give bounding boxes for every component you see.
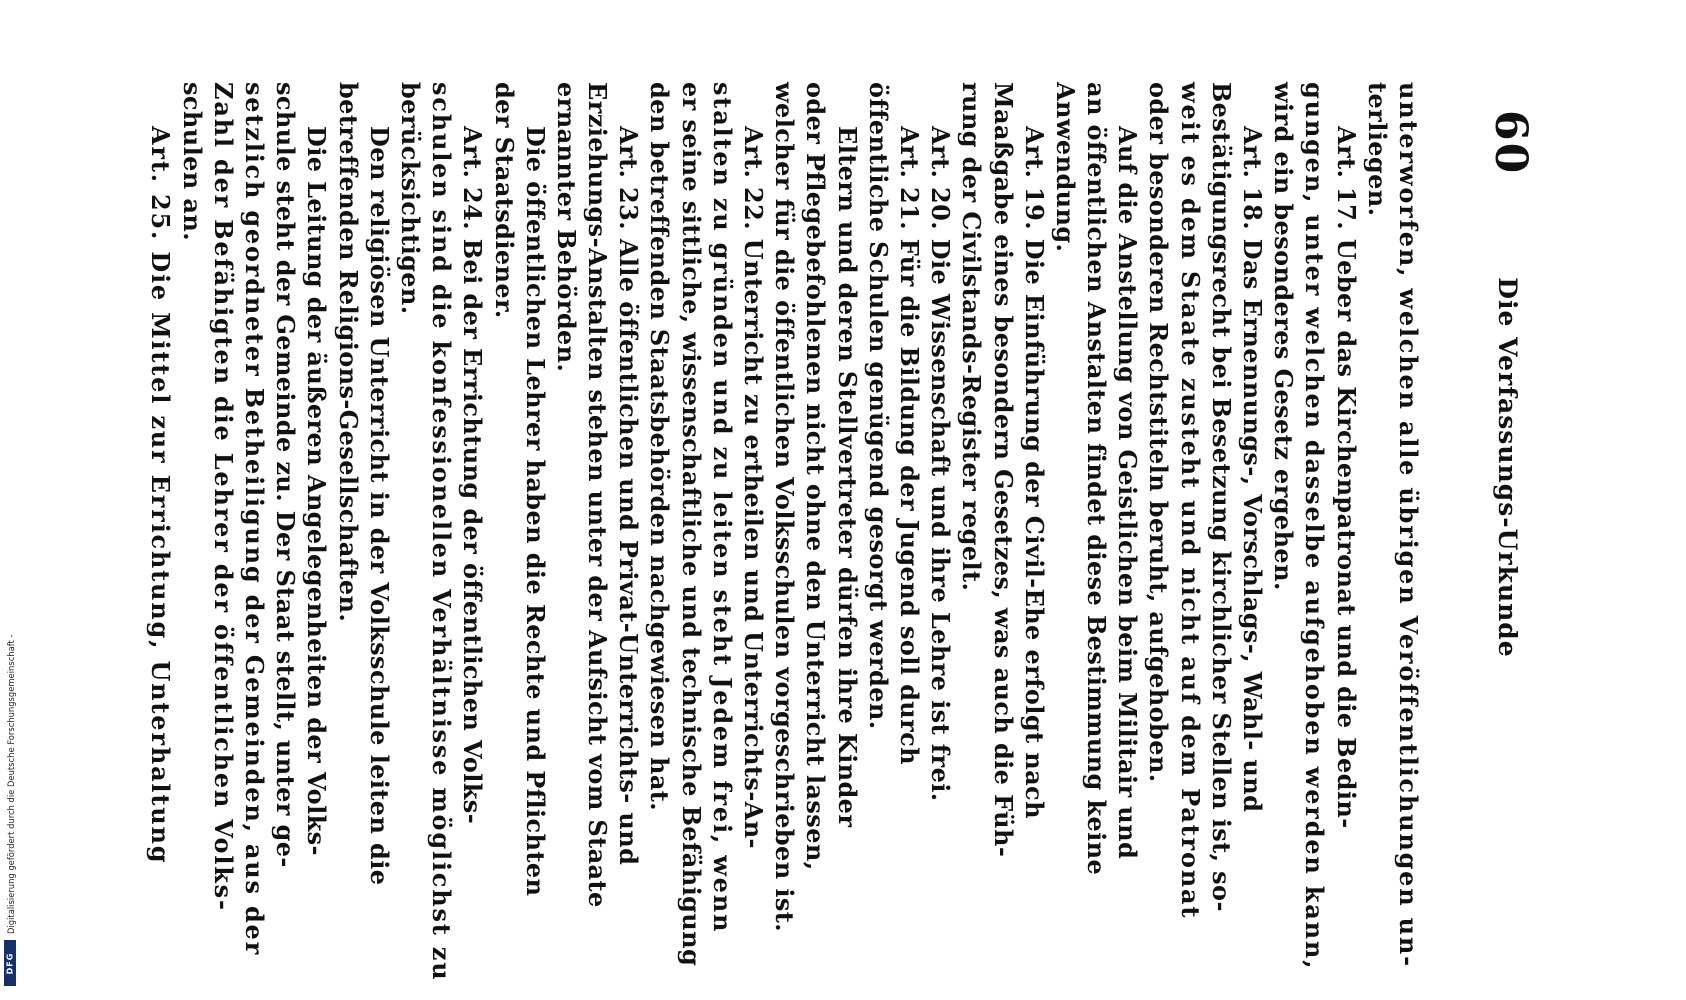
text-line: den betreffenden Staatsbehörden nachgewiesen hat. (645, 82, 675, 812)
text-line: der Staatsdiener. (489, 82, 519, 319)
text-line: Eltern und deren Stellvertreter dürfen ihre Kinder (832, 126, 862, 828)
text-line: Art. 22. Unterricht zu ertheilen und Unterrichts-An- (739, 126, 769, 849)
text-line: setzlich geordneter Betheiligung der Gemeinden, aus der (240, 82, 270, 957)
page-number: 60 (1485, 110, 1536, 176)
text-line: Art. 23. Alle öffentlichen und Privat-Unterrichts- und (614, 126, 644, 866)
text-line: gungen, unter welchen dasselbe aufgehoben werden kann, (1300, 82, 1330, 971)
text-line: Art. 20. Die Wissenschaft und ihre Lehre ist frei. (926, 126, 956, 802)
text-line: Art. 18. Das Ernennungs-, Vorschlags-, Wahl- und (1238, 126, 1268, 813)
text-line: schulen sind die konfessionellen Verhältnisse möglichst zu (427, 82, 457, 982)
text-line: Maaßgabe eines besondern Gesetzes, was auch die Füh- (988, 82, 1018, 858)
text-line: Art. 25. Die Mittel zur Errichtung, Unterhaltung (146, 126, 176, 865)
text-line: oder besonderen Rechtstiteln beruht, aufgehoben. (1144, 82, 1174, 783)
text-line: Erziehungs-Anstalten stehen unter der Aufsicht vom Staate (583, 82, 613, 908)
text-line: berücksichtigen. (396, 82, 425, 315)
text-line: terliegen. (1362, 82, 1392, 217)
digitization-credit (2, 634, 20, 934)
text-line: unterworfen, welchen alle übrigen Veröffentlichungen un- (1394, 82, 1423, 968)
text-line: wird ein besonderes Gesetz ergehen. (1269, 82, 1299, 591)
text-line: ernannter Behörden. (551, 82, 581, 373)
credit-text: Digitalisierung gefördert durch die Deutsche Forschungsgemeinschaft - (6, 634, 16, 934)
dfg-logo-text: DFG (5, 952, 15, 974)
body-text (145, 82, 1424, 982)
text-line: er seine sittliche, wissenschaftliche und technische Befähigung (676, 82, 706, 967)
text-line: Bestätigungsrecht bei Besetzung kirchlicher Stellen ist, so- (1206, 82, 1236, 912)
text-line: Art. 19. Die Einführung der Civil-Ehe erfolgt nach (1019, 126, 1049, 819)
text-line: Anwendung. (1050, 82, 1080, 253)
running-head: Die Verfassungs-Urkunde (1493, 277, 1522, 658)
text-line: Art. 24. Bei der Errichtung der öffentlichen Volks- (458, 126, 488, 825)
text-line: oder Pflegebefohlenen nicht ohne den Unterricht lassen, (801, 82, 831, 871)
text-line: an öffentlichen Anstalten findet diese Bestimmung keine (1082, 82, 1112, 876)
text-line: stalten zu gründen und zu leiten steht Jedem frei, wenn (707, 82, 737, 934)
text-line: welcher für die öffentlichen Volksschulen vorgeschrieben ist. (770, 82, 800, 932)
text-line: Den religiösen Unterricht in der Volksschule leiten die (364, 126, 394, 886)
text-line: Art. 21. Für die Bildung der Jugend soll durch (895, 126, 924, 766)
text-line: betreffenden Religions-Gesellschaften. (333, 82, 363, 623)
text-line: Die Leitung der äußeren Angelegenheiten der Volks- (302, 126, 332, 856)
dfg-logo (4, 940, 16, 986)
text-line: Die öffentlichen Lehrer haben die Rechte und Pflichten (520, 126, 550, 897)
text-line: Art. 17. Ueber das Kirchenpatronat und die Bedin- (1331, 126, 1361, 829)
text-line: schulen an. (177, 82, 207, 241)
page-header (1476, 110, 1536, 825)
text-line: weit es dem Staate zusteht und nicht auf dem Patronat (1175, 82, 1205, 920)
text-line: rung der Civilstands-Register regelt. (957, 82, 987, 592)
text-line: Auf die Anstellung von Geistlichen beim Militair und (1113, 126, 1143, 860)
text-line: Zahl der Befähigten die Lehrer der öffentlichen Volks- (208, 82, 238, 912)
text-line: schule steht der Gemeinde zu. Der Staat stellt, unter ge- (271, 82, 301, 868)
text-line: öffentliche Schulen genügend gesorgt werden. (863, 82, 893, 730)
